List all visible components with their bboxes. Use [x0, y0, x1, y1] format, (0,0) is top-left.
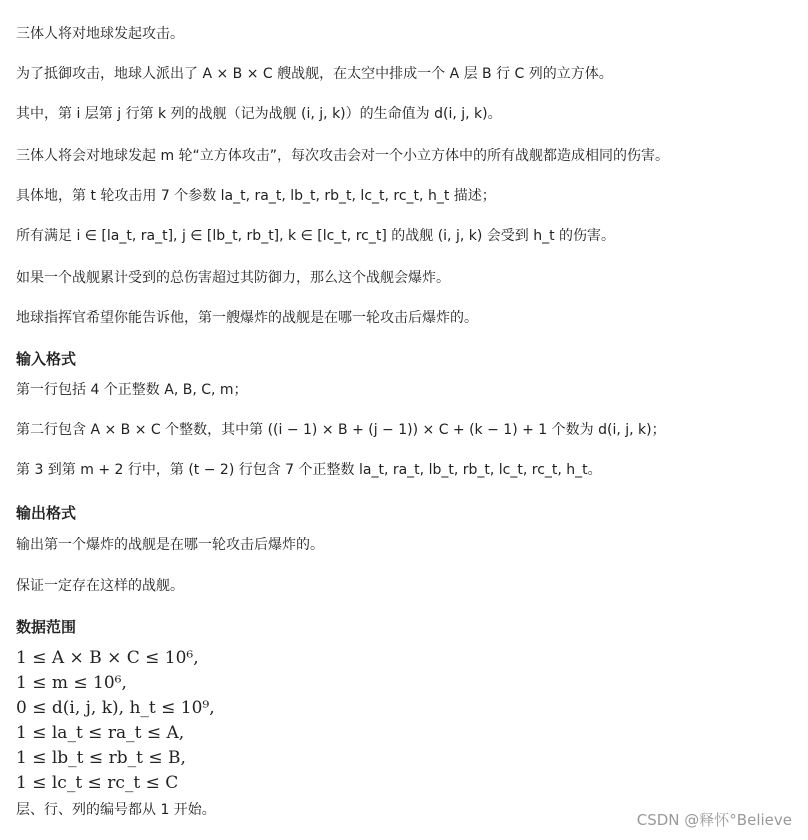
output-line-1: 输出第一个爆炸的战舰是在哪一轮攻击后爆炸的。 — [16, 537, 324, 553]
data-range-heading: 数据范围 — [16, 618, 77, 636]
range-line-3: 0 ≤ d(i, j, k), h_t ≤ 10⁹, — [16, 698, 215, 718]
input-format-heading: 输入格式 — [16, 350, 77, 368]
range-line-2: 1 ≤ m ≤ 10⁶, — [16, 673, 127, 693]
input-line-1: 第一行包括 4 个正整数 A, B, C, m； — [16, 382, 248, 398]
intro-line-4: 三体人将会对地球发起 m 轮“立方体攻击”，每次攻击会对一个小立方体中的所有战舰都造成相同的伤害。 — [16, 148, 670, 164]
watermark: CSDN @释怀°Believe — [636, 811, 792, 829]
range-line-6: 1 ≤ lc_t ≤ rc_t ≤ C — [16, 773, 179, 793]
range-line-4: 1 ≤ la_t ≤ ra_t ≤ A, — [16, 723, 185, 743]
output-line-2: 保证一定存在这样的战舰。 — [16, 578, 184, 594]
intro-line-2: 为了抵御攻击，地球人派出了 A × B × C 艘战舰，在太空中排成一个 A 层 B 行 C 列的立方体。 — [16, 66, 613, 82]
intro-line-8: 地球指挥官希望你能告诉他，第一艘爆炸的战舰是在哪一轮攻击后爆炸的。 — [16, 310, 478, 326]
range-line-1: 1 ≤ A × B × C ≤ 10⁶, — [16, 648, 199, 668]
intro-line-5: 具体地，第 t 轮攻击用 7 个参数 la_t, ra_t, lb_t, rb_t, lc_t, rc_t, h_t 描述； — [16, 188, 496, 204]
intro-line-7: 如果一个战舰累计受到的总伤害超过其防御力，那么这个战舰会爆炸。 — [16, 270, 450, 286]
input-line-3: 第 3 到第 m + 2 行中，第 (t − 2) 行包含 7 个正整数 la_t, ra_t, lb_t, rb_t, lc_t, rc_t, h_t。 — [16, 462, 602, 478]
intro-line-1: 三体人将对地球发起攻击。 — [16, 26, 184, 42]
output-format-heading: 输出格式 — [16, 504, 77, 522]
range-note: 层、行、列的编号都从 1 开始。 — [16, 802, 216, 818]
intro-line-6: 所有满足 i ∈ [la_t, ra_t], j ∈ [lb_t, rb_t], k ∈ [lc_t, rc_t] 的战舰 (i, j, k) 会受到 h_t 的伤害。 — [16, 228, 616, 244]
intro-line-3: 其中，第 i 层第 j 行第 k 列的战舰（记为战舰 (i, j, k)）的生命值为 d(i, j, k)。 — [16, 106, 502, 122]
input-line-2: 第二行包含 A × B × C 个整数，其中第 ((i − 1) × B + (j − 1)) × C + (k − 1) + 1 个数为 d(i, j, k)； — [16, 422, 666, 438]
range-line-5: 1 ≤ lb_t ≤ rb_t ≤ B, — [16, 748, 186, 768]
